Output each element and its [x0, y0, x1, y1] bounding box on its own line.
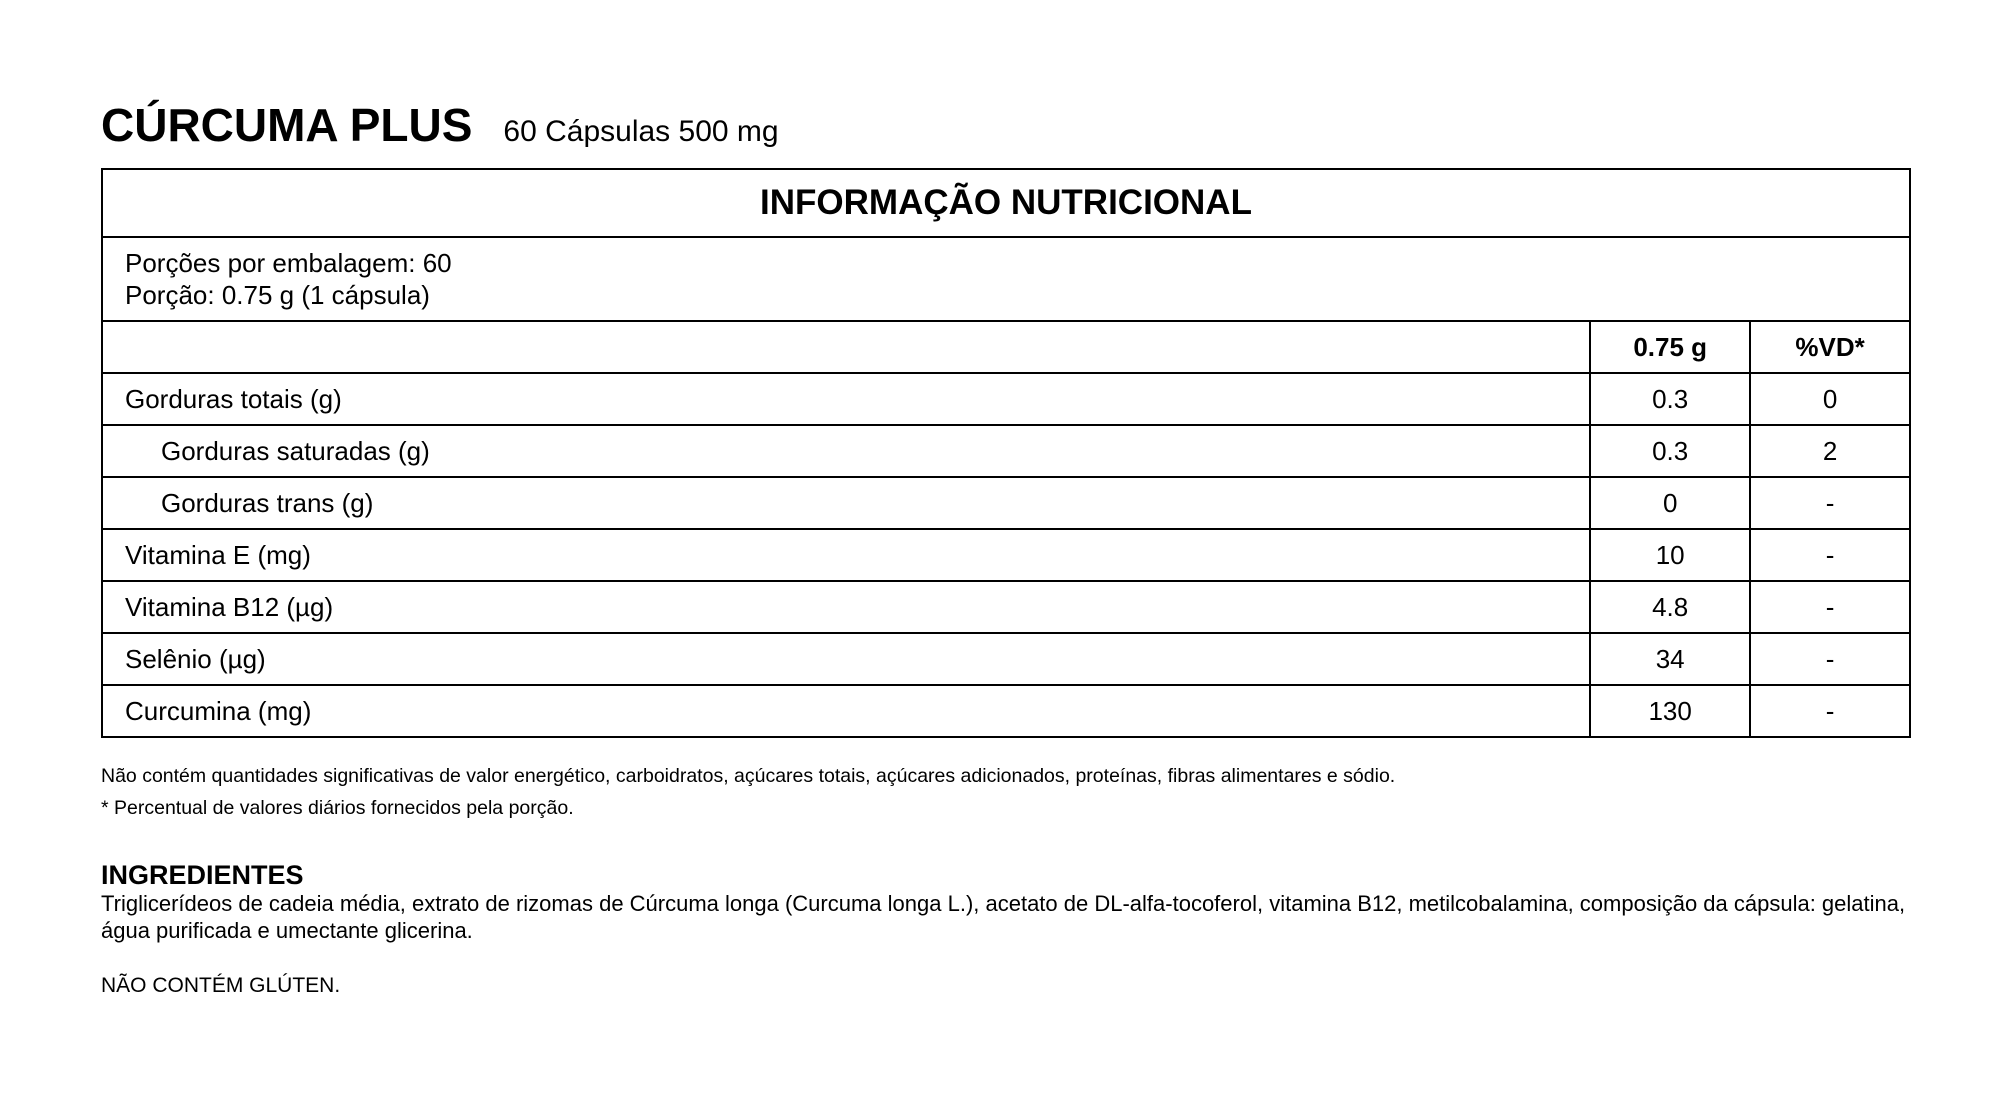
- nutrition-label: [101, 98, 1911, 1000]
- nutrient-label: Vitamina E (mg): [102, 529, 1590, 581]
- nutrient-label: Gorduras saturadas (g): [102, 425, 1590, 477]
- ingredients-text: Triglicerídeos de cadeia média, extrato de rizomas de Cúrcuma longa (Curcuma longa L.), acetato de DL-alfa-tocoferol, vitamina B12, metilcobalamina, composição da cápsula: gelatina, água purificada e umectante glicerina.: [101, 891, 1906, 943]
- product-header: [101, 98, 1911, 168]
- nutrient-label: Curcumina (mg): [102, 685, 1590, 737]
- nutrient-label: Gorduras trans (g): [102, 477, 1590, 529]
- portion-size: Porção: 0.75 g (1 cápsula): [125, 280, 430, 310]
- nutrient-label: Gorduras totais (g): [102, 373, 1590, 425]
- column-header-daily-value: %VD*: [1750, 321, 1910, 373]
- nutrient-daily-value: -: [1750, 685, 1910, 737]
- table-row: [102, 633, 1910, 685]
- column-header-amount: 0.75 g: [1590, 321, 1750, 373]
- footnotes: [101, 760, 1911, 824]
- ingredients-heading: INGREDIENTES: [101, 860, 304, 890]
- nutrient-daily-value: -: [1750, 633, 1910, 685]
- nutrient-amount: 4.8: [1590, 581, 1750, 633]
- nutrient-amount: 34: [1590, 633, 1750, 685]
- portion-info: [102, 237, 1910, 321]
- gluten-notice: NÃO CONTÉM GLÚTEN.: [101, 974, 341, 997]
- nutrient-daily-value: 2: [1750, 425, 1910, 477]
- table-row: [102, 477, 1910, 529]
- nutrient-amount: 130: [1590, 685, 1750, 737]
- portions-per-package: Porções por embalagem: 60: [125, 248, 452, 278]
- nutrition-table-title: INFORMAÇÃO NUTRICIONAL: [102, 169, 1910, 237]
- nutrient-amount: 0.3: [1590, 373, 1750, 425]
- product-package-info: 60 Cápsulas 500 mg: [503, 115, 779, 148]
- nutrition-table: [101, 168, 1911, 738]
- nutrient-daily-value: -: [1750, 477, 1910, 529]
- table-row: [102, 425, 1910, 477]
- table-row: [102, 529, 1910, 581]
- product-name: CÚRCUMA PLUS: [101, 99, 473, 151]
- table-row: [102, 373, 1910, 425]
- column-header-nutrient: [102, 321, 1590, 373]
- nutrient-amount: 0.3: [1590, 425, 1750, 477]
- table-row: [102, 581, 1910, 633]
- nutrient-label: Vitamina B12 (µg): [102, 581, 1590, 633]
- nutrient-amount: 10: [1590, 529, 1750, 581]
- table-header-row: [102, 321, 1910, 373]
- nutrient-daily-value: 0: [1750, 373, 1910, 425]
- nutrient-amount: 0: [1590, 477, 1750, 529]
- nutrient-daily-value: -: [1750, 529, 1910, 581]
- nutrient-label: Selênio (µg): [102, 633, 1590, 685]
- nutrient-daily-value: -: [1750, 581, 1910, 633]
- daily-value-footnote: * Percentual de valores diários fornecidos pela porção.: [101, 797, 574, 819]
- no-significant-quantities-note: Não contém quantidades significativas de valor energético, carboidratos, açúcares totais, açúcares adicionados, proteínas, fibras alimentares e sódio.: [101, 765, 1396, 787]
- table-row: [102, 685, 1910, 737]
